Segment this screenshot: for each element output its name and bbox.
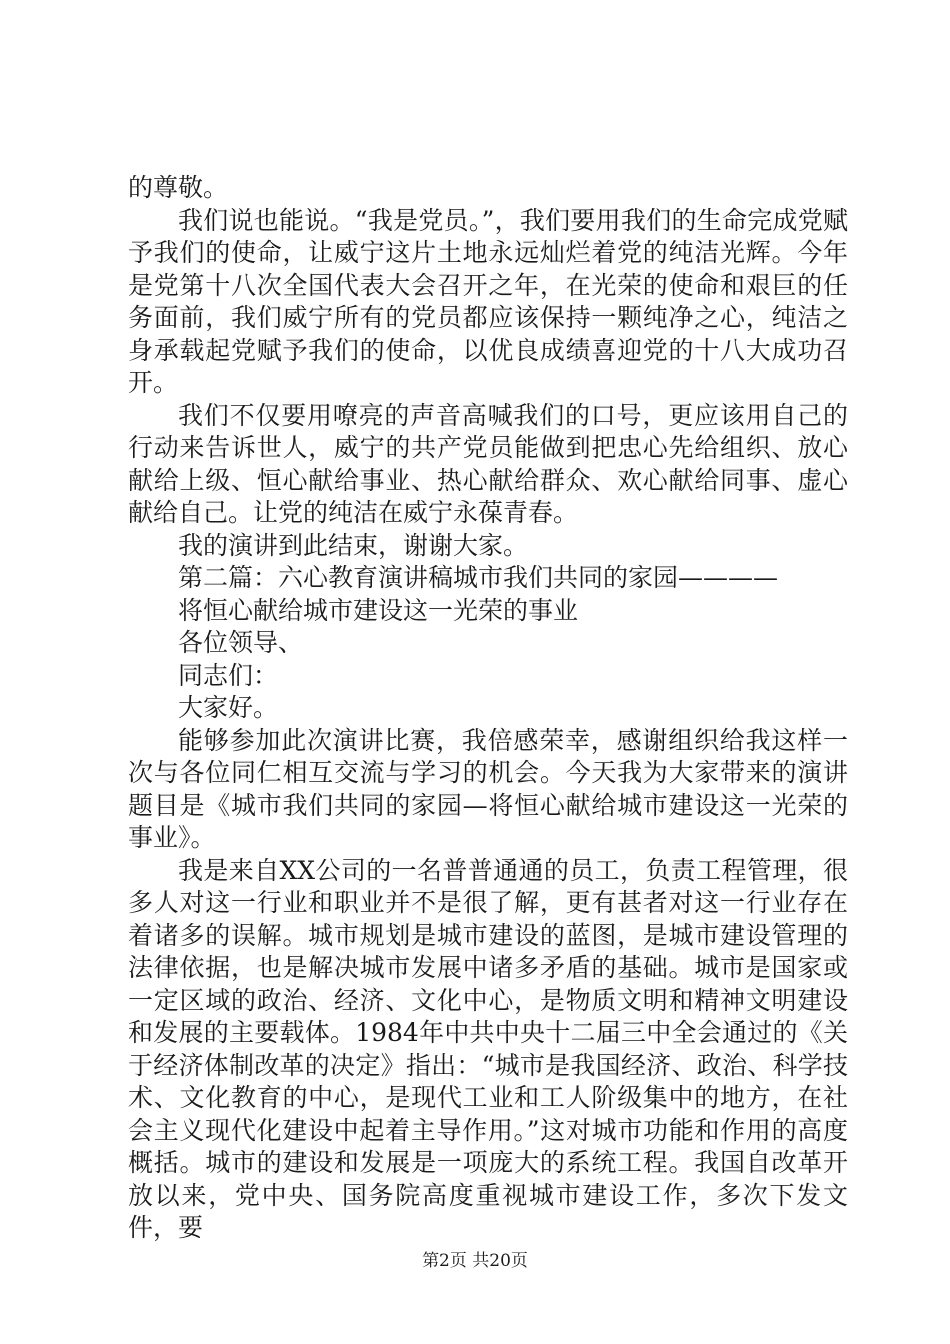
paragraph: 我是来自XX公司的一名普普通通的员工，负责工程管理，很多人对这一行业和职业并不是很了解，更有甚者对这一行业存在着诸多的误解。城市规划是城市建设的蓝图，是城市建设管理的法律依据，也是解决城市发展中诸多矛盾的基础。城市是国家或一定区域的政治、经济、文化中心，是物质文明和精神文明建设和发展的主要载体。1984年中共中央十二届三中全会通过的《关于经济体制改革的决定》指出：“城市是我国经济、政治、科学技术、文化教育的中心，是现代工业和工人阶级集中的地方，在社会主义现代化建设中起着主导作用。”这对城市功能和作用的高度概括。城市的建设和发展是一项庞大的系统工程。我国自改革开放以来，党中央、国务院高度重视城市建设工作，多次下发文件，要 — [128, 855, 848, 1242]
page-footer — [0, 1246, 950, 1271]
paragraph: 我的演讲到此结束，谢谢大家。 — [178, 530, 529, 560]
paragraph: 的尊敬。 — [128, 173, 229, 202]
salutation: 同志们： — [178, 660, 279, 690]
salutation: 各位领导、 — [178, 628, 304, 657]
paragraph: 我们说也能说。“我是党员。”，我们要用我们的生命完成党赋予我们的使命，让威宁这片土地永远灿烂着党的纯洁光辉。今年是党第十八次全国代表大会召开之年，在光荣的使命和艰巨的任务面前，我们威宁所有的党员都应该保持一颗纯净之心，纯洁之身承载起党赋予我们的使命，以优良成绩喜迎党的十八大成功召开。 — [128, 205, 848, 397]
section-heading: 第二篇：六心教育演讲稿城市我们共同的家园———— — [178, 563, 779, 592]
document-body — [128, 172, 848, 1245]
greeting: 大家好。 — [178, 693, 279, 722]
paragraph: 我们不仅要用嘹亮的声音高喊我们的口号，更应该用自己的行动来告诉世人，威宁的共产党员能做到把忠心先给组织、放心献给上级、恒心献给事业、热心献给群众、欢心献给同事、虚心献给自己。让党的纯洁在威宁永葆青春。 — [128, 400, 848, 527]
paragraph: 能够参加此次演讲比赛，我倍感荣幸，感谢组织给我这样一次与各位同仁相互交流与学习的机会。今天我为大家带来的演讲题目是《城市我们共同的家园—将恒心献给城市建设这一光荣的事业》。 — [128, 725, 848, 852]
page-number: 第2页 共20页 — [422, 1251, 528, 1271]
section-subheading: 将恒心献给城市建设这一光荣的事业 — [178, 595, 579, 625]
